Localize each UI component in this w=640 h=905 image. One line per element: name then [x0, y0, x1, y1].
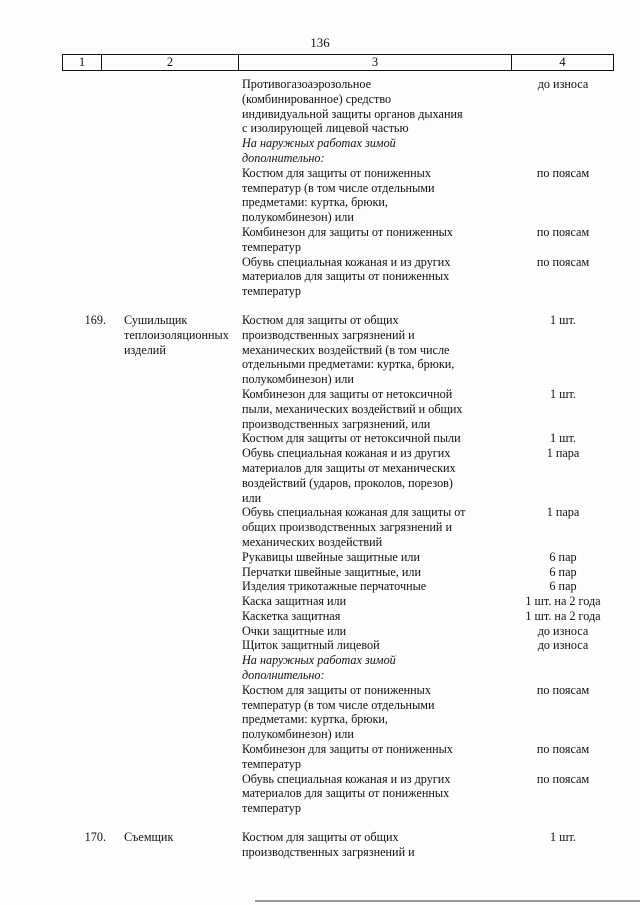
table-row [62, 550, 616, 565]
ppe-item-line: Костюм для защиты от общих [242, 830, 399, 845]
row-number [62, 624, 106, 639]
issue-norm: 6 пар [549, 564, 577, 579]
header-col-2: 2 [102, 55, 239, 70]
header-col-1: 1 [63, 55, 102, 70]
row-number [62, 565, 106, 580]
row-number [62, 225, 106, 255]
table-row [62, 313, 616, 387]
issue-norm: по поясам [536, 682, 590, 697]
table-row [62, 772, 616, 816]
ppe-item [242, 609, 502, 624]
row-number [62, 638, 106, 653]
table-row [62, 255, 616, 299]
occupation-name [106, 609, 242, 624]
ppe-item-line: Щиток защитный лицевой [242, 638, 380, 653]
ppe-item-line: предметами: куртка, брюки, [242, 712, 388, 727]
occupation-name [106, 431, 242, 446]
ppe-item [242, 431, 502, 446]
row-number [62, 446, 106, 505]
ppe-item-line: Обувь специальная кожаная и из других [242, 446, 451, 461]
row-number [62, 594, 106, 609]
occupation-name [106, 638, 242, 653]
table-row [62, 653, 616, 683]
issue-norm [502, 653, 616, 683]
occupation-name [106, 594, 242, 609]
occupation-name [106, 830, 242, 860]
ppe-item-line: воздействий (ударов, проколов, порезов) [242, 475, 453, 490]
row-number [62, 772, 106, 816]
row-number [62, 609, 106, 624]
table-header [62, 54, 614, 71]
table-row [62, 136, 616, 166]
ppe-item [242, 638, 502, 653]
occupation-name [106, 624, 242, 639]
ppe-item [242, 565, 502, 580]
row-number [62, 550, 106, 565]
occupation-line: изделий [124, 342, 166, 357]
ppe-item-line: производственных загрязнений и [242, 327, 415, 342]
issue-norm: 1 шт. на 2 года [525, 594, 601, 609]
issue-norm: 1 шт. [550, 830, 576, 845]
table-body [62, 77, 616, 860]
table-row [62, 431, 616, 446]
table-row [62, 225, 616, 255]
table-row [62, 638, 616, 653]
ppe-item-line: Каска защитная или [242, 594, 347, 609]
ppe-item [242, 313, 502, 387]
ppe-item [242, 505, 502, 549]
occupation-name [106, 255, 242, 299]
ppe-item-line: общих производственных загрязнений и [242, 520, 453, 535]
row-number [62, 683, 106, 742]
table-row [62, 166, 616, 225]
ppe-item [242, 550, 502, 565]
occupation-name [106, 683, 242, 742]
ppe-item-line: индивидуальной защиты органов дыхания [242, 106, 463, 121]
issue-norm: 1 шт. [550, 312, 576, 327]
row-gap [62, 816, 616, 830]
section-note [242, 136, 502, 166]
ppe-item [242, 77, 502, 136]
ppe-item-line: с изолирующей лицевой частью [242, 121, 409, 136]
ppe-item-line: температур [242, 801, 301, 816]
row-number [62, 255, 106, 299]
issue-norm: до износа [537, 623, 589, 638]
ppe-item-line: На наружных работах зимой [242, 136, 396, 151]
ppe-item-line: дополнительно: [242, 668, 325, 683]
ppe-item-line: Каскетка защитная [242, 608, 341, 623]
row-number [62, 136, 106, 166]
section-note [242, 653, 502, 683]
issue-norm: 1 пара [546, 446, 580, 461]
row-number [62, 742, 106, 772]
ppe-item-line: полукомбинезон) или [242, 727, 354, 742]
ppe-item-line: производственных загрязнений, или [242, 416, 431, 431]
row-number [62, 77, 106, 136]
issue-norm: 6 пар [549, 549, 577, 564]
issue-norm: по поясам [536, 742, 590, 757]
issue-norm: 1 пара [546, 505, 580, 520]
ppe-item-line: отдельными предметами: куртка, брюки, [242, 357, 455, 372]
issue-norm: до износа [537, 638, 589, 653]
occupation-name [106, 446, 242, 505]
occupation-name [106, 166, 242, 225]
occupation-line: теплоизоляционных [124, 327, 229, 342]
row-number: 170. [84, 830, 106, 845]
table-row [62, 505, 616, 549]
issue-norm: 6 пар [549, 579, 577, 594]
occupation-name [106, 772, 242, 816]
ppe-item-line: Очки защитные или [242, 623, 347, 638]
issue-norm: по поясам [536, 165, 590, 180]
ppe-item [242, 446, 502, 505]
table-row [62, 446, 616, 505]
ppe-item-line: Обувь специальная кожаная для защиты от [242, 505, 466, 520]
occupation-name [106, 387, 242, 431]
ppe-item-line: полукомбинезон) или [242, 210, 354, 225]
table-row [62, 565, 616, 580]
table-row [62, 742, 616, 772]
ppe-item [242, 742, 502, 772]
ppe-item-line: температур (в том числе отдельными [242, 180, 435, 195]
ppe-item [242, 387, 502, 431]
occupation-name [106, 225, 242, 255]
ppe-item [242, 225, 502, 255]
occupation-name [106, 313, 242, 387]
page-bottom-edge [255, 900, 640, 902]
occupation-line: Сушильщик [124, 312, 188, 327]
row-gap [62, 299, 616, 313]
header-col-3: 3 [239, 55, 512, 70]
issue-norm: 1 шт. [550, 431, 576, 446]
row-number: 169. [84, 312, 106, 327]
ppe-item [242, 683, 502, 742]
ppe-item-line: Перчатки швейные защитные, или [242, 564, 422, 579]
occupation-line: Съемщик [124, 830, 174, 845]
ppe-item [242, 166, 502, 225]
table-row [62, 594, 616, 609]
row-number [62, 166, 106, 225]
ppe-item-line: механических воздействий (в том числе [242, 342, 450, 357]
ppe-item [242, 624, 502, 639]
issue-norm: по поясам [536, 254, 590, 269]
ppe-item-line: Костюм для защиты от пониженных [242, 682, 431, 697]
ppe-item-line: На наружных работах зимой [242, 653, 396, 668]
ppe-item-line: Рукавицы швейные защитные или [242, 549, 420, 564]
table-row [62, 624, 616, 639]
ppe-item-line: Комбинезон для защиты от пониженных [242, 742, 453, 757]
occupation-name [106, 136, 242, 166]
occupation-name [106, 505, 242, 549]
ppe-item-line: температур (в том числе отдельными [242, 697, 435, 712]
issue-norm: 1 шт. [550, 386, 576, 401]
issue-norm: по поясам [536, 771, 590, 786]
header-col-4: 4 [559, 55, 566, 69]
ppe-item-line: Противогазоаэрозольное [242, 77, 372, 91]
ppe-item-line: производственных загрязнений и [242, 844, 415, 859]
ppe-item-line: Комбинезон для защиты от нетоксичной [242, 386, 453, 401]
issue-norm: до износа [537, 77, 589, 91]
row-number [62, 579, 106, 594]
row-number [62, 387, 106, 431]
ppe-item-line: предметами: куртка, брюки, [242, 195, 388, 210]
ppe-item-line: материалов для защиты от пониженных [242, 786, 450, 801]
ppe-item-line: Костюм для защиты от пониженных [242, 165, 431, 180]
ppe-item [242, 579, 502, 594]
ppe-item-line: материалов для защиты от пониженных [242, 269, 450, 284]
occupation-name [106, 579, 242, 594]
ppe-item-line: (комбинированное) средство [242, 91, 392, 106]
row-number [62, 431, 106, 446]
table-row [62, 683, 616, 742]
table-row [62, 579, 616, 594]
row-number [62, 505, 106, 549]
ppe-item-line: температур [242, 284, 301, 299]
ppe-item-line: пыли, механических воздействий и общих [242, 401, 463, 416]
table-row [62, 609, 616, 624]
ppe-item [242, 772, 502, 816]
ppe-item-line: Костюм для защиты от общих [242, 312, 399, 327]
ppe-item-line: Обувь специальная кожаная и из других [242, 771, 451, 786]
table-row [62, 830, 616, 860]
table-row [62, 387, 616, 431]
ppe-item-line: температур [242, 239, 301, 254]
ppe-item-line: материалов для защиты от механических [242, 460, 456, 475]
ppe-item-line: механических воздействий [242, 534, 383, 549]
occupation-name [106, 653, 242, 683]
ppe-item-line: Изделия трикотажные перчаточные [242, 579, 427, 594]
ppe-item-line: или [242, 490, 262, 505]
ppe-item-line: дополнительно: [242, 150, 325, 165]
ppe-item-line: температур [242, 756, 301, 771]
row-number [62, 653, 106, 683]
ppe-item [242, 830, 502, 860]
occupation-name [106, 77, 242, 136]
ppe-item [242, 255, 502, 299]
occupation-name [106, 742, 242, 772]
issue-norm: 1 шт. на 2 года [525, 608, 601, 623]
issue-norm [502, 136, 616, 166]
ppe-item-line: Комбинезон для защиты от пониженных [242, 224, 453, 239]
ppe-item-line: полукомбинезон) или [242, 372, 354, 387]
page-number: 136 [310, 35, 330, 50]
table-row [62, 77, 616, 136]
ppe-item-line: Обувь специальная кожаная и из других [242, 254, 451, 269]
occupation-name [106, 565, 242, 580]
occupation-name [106, 550, 242, 565]
ppe-item-line: Костюм для защиты от нетоксичной пыли [242, 431, 461, 446]
issue-norm: по поясам [536, 224, 590, 239]
ppe-item [242, 594, 502, 609]
